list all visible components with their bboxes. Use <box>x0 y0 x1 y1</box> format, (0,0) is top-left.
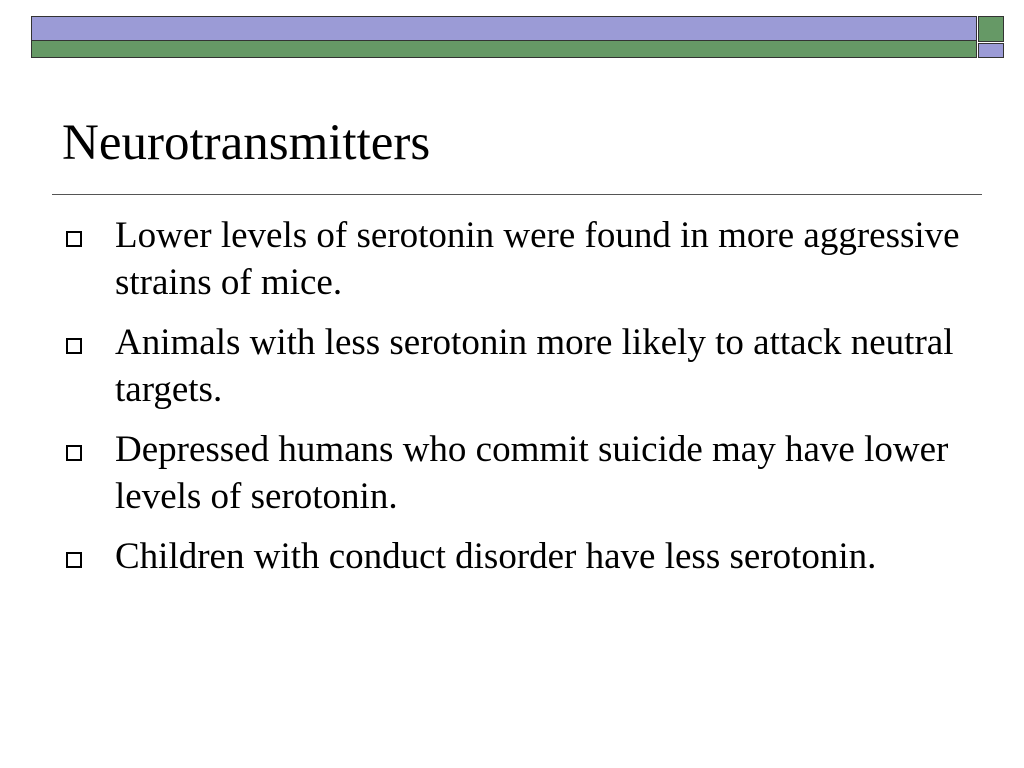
bullet-item <box>66 533 966 580</box>
title-divider <box>52 194 982 195</box>
hollow-square-icon <box>66 338 82 354</box>
bullet-list <box>66 212 966 593</box>
header-corner-top-square <box>978 16 1004 42</box>
bullet-text: Animals with less serotonin more likely to attack neutral targets. <box>115 322 954 410</box>
bullet-text: Depressed humans who commit suicide may have lower levels of serotonin. <box>115 429 949 517</box>
bullet-item <box>66 319 966 413</box>
hollow-square-icon <box>66 552 82 568</box>
header-band-bottom-stripe <box>31 40 977 58</box>
bullet-item <box>66 212 966 306</box>
hollow-square-icon <box>66 231 82 247</box>
slide-title: Neurotransmitters <box>62 115 431 171</box>
bullet-text: Children with conduct disorder have less serotonin. <box>115 536 877 577</box>
hollow-square-icon <box>66 445 82 461</box>
bullet-item <box>66 426 966 520</box>
header-decoration-band <box>31 16 1004 58</box>
bullet-text: Lower levels of serotonin were found in more aggressive strains of mice. <box>115 215 960 303</box>
header-corner-bottom-square <box>978 43 1004 58</box>
header-band-top-stripe <box>31 16 977 40</box>
